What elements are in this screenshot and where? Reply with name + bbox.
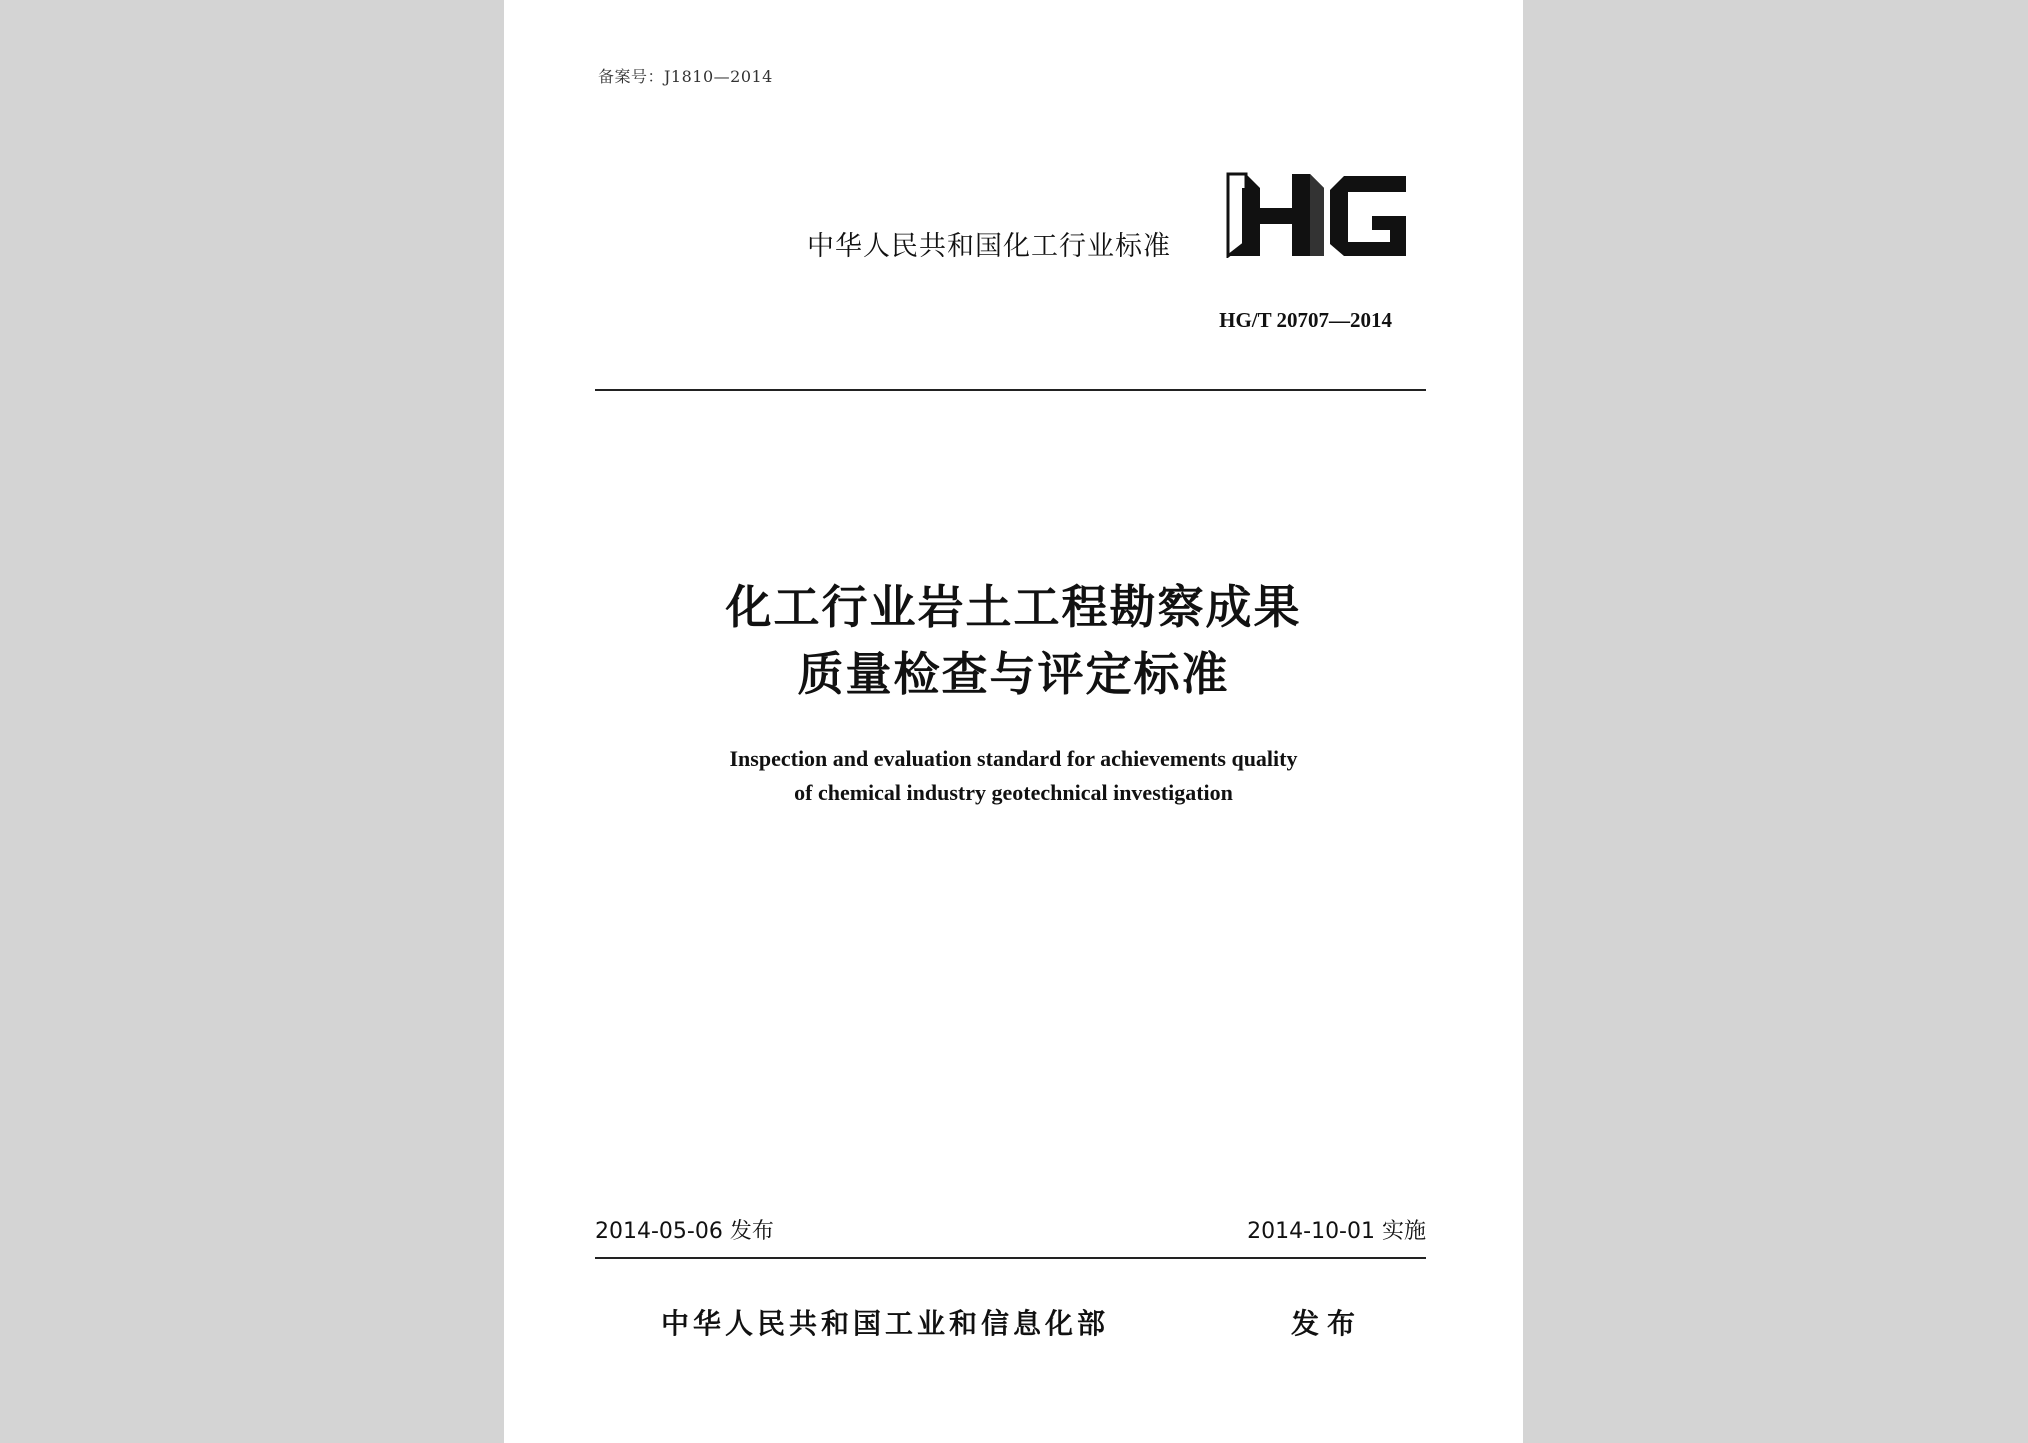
title-chinese-line-1: 化工行业岩土工程勘察成果	[725, 580, 1302, 634]
standard-number: HG/T 20707—2014	[1219, 308, 1392, 332]
bottom-divider	[595, 1257, 1426, 1259]
standard-organization: 中华人民共和国化工行业标准	[807, 231, 1171, 262]
title-english-line-2: of chemical industry geotechnical investigation	[794, 780, 1233, 805]
implementation-date: 2014-10-01 实施	[1247, 1219, 1426, 1244]
publish-label: 发布	[1291, 1307, 1364, 1340]
hg-logo	[1226, 172, 1408, 258]
publisher: 中华人民共和国工业和信息化部	[661, 1307, 1110, 1340]
title-english-line-1: Inspection and evaluation standard for achievements quality	[729, 746, 1298, 771]
issue-date: 2014-05-06 发布	[595, 1219, 774, 1244]
title-chinese-line-2: 质量检查与评定标准	[797, 647, 1230, 701]
top-divider	[595, 389, 1426, 391]
record-number: 备案号：J1810—2014	[598, 67, 773, 86]
document-page	[504, 0, 1523, 1443]
